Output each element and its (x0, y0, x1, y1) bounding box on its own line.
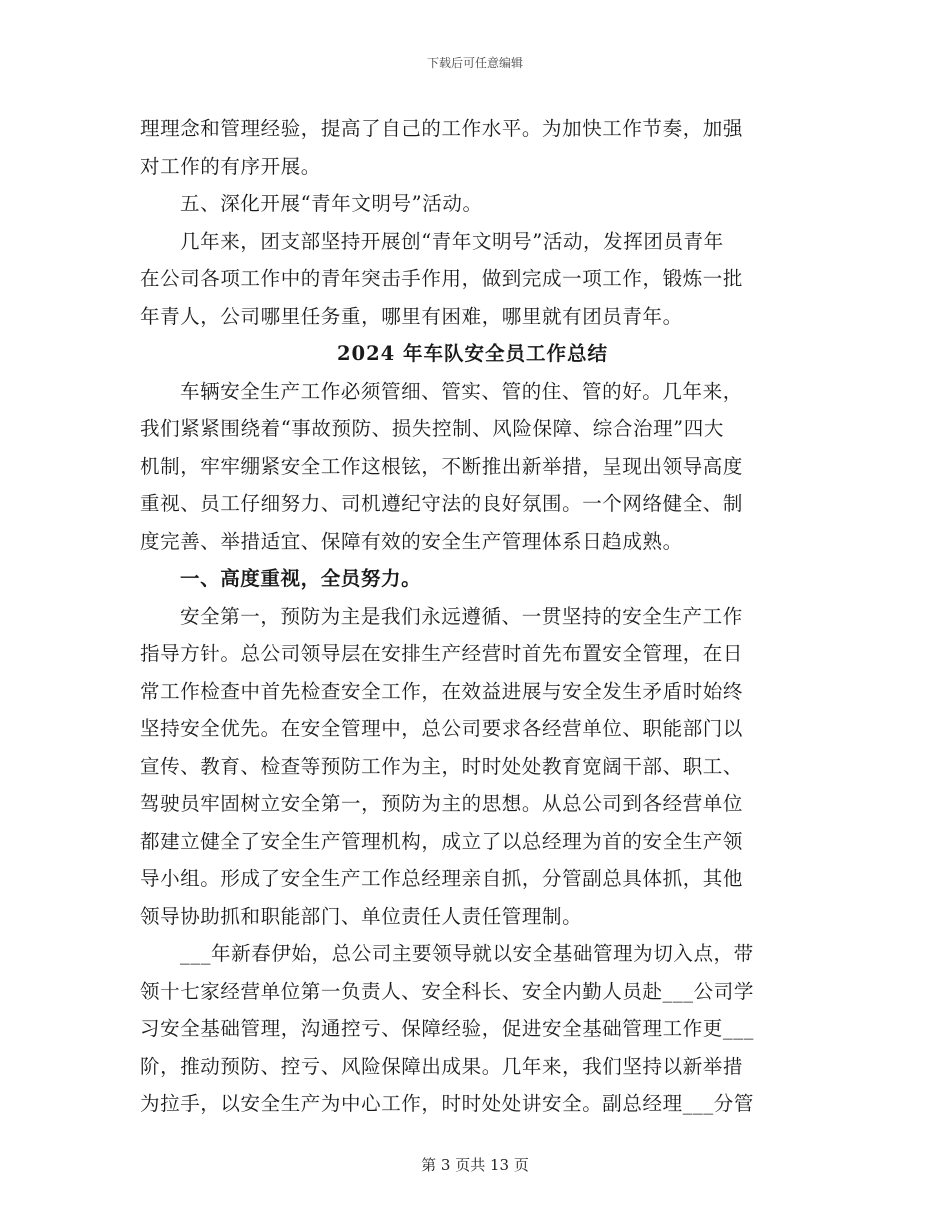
text-line: 为拉手，以安全生产为中心工作，时时处处讲安全。副总经理___分管 (140, 1092, 754, 1115)
text-line: 习安全基础管理，沟通控亏、保障经验，促进安全基础管理工作更___ (140, 1017, 754, 1040)
text-line: 常工作检查中首先检查安全工作，在效益进展与安全发生矛盾时始终 (140, 679, 744, 703)
text-line: ___年新春伊始，总公司主要领导就以安全基础管理为切入点，带 (180, 942, 754, 965)
text-line: 几年来，团支部坚持开展创“青年文明号”活动，发挥团员青年 (180, 229, 724, 253)
text-line: 指导方针。总公司领导层在安排生产经营时首先布置安全管理，在日 (140, 642, 744, 665)
text-line: 领十七家经营单位第一负责人、安全科长、安全内勤人员赴___公司学 (140, 979, 754, 1003)
text-line: 坚持安全优先。在安全管理中，总公司要求各经营单位、职能部门以 (140, 717, 744, 740)
text-line: 宣传、教育、检查等预防工作为主，时时处处教育宽阔干部、职工、 (140, 754, 744, 778)
page-footer: 第 3 页共 13 页 (421, 1156, 529, 1174)
document-title: 2024 年车队安全员工作总结 (336, 342, 609, 365)
text-line: 重视、员工仔细努力、司机遵纪守法的良好氛围。一个网络健全、制 (140, 492, 744, 515)
text-line: 机制，牢牢绷紧安全工作这根铉，不断推出新举措，呈现出领导高度 (140, 454, 744, 478)
document-body (140, 110, 805, 1123)
text-line: 安全第一，预防为主是我们永远遵循、一贯坚持的安全生产工作 (180, 604, 743, 628)
text-line: 车辆安全生产工作必须管细、管实、管的住、管的好。几年来， (180, 379, 743, 403)
text-line: 在公司各项工作中的青年突击手作用，做到完成一项工作，锻炼一批 (140, 267, 744, 290)
text-line: 年青人，公司哪里任务重，哪里有困难，哪里就有团员青年。 (140, 304, 683, 328)
text-line: 都建立健全了安全生产管理机构，成立了以总经理为首的安全生产领 (140, 829, 744, 853)
text-line: 我们紧紧围绕着“事故预防、损失控制、风险保障、综合治理”四大 (140, 417, 724, 440)
text-line: 驾驶员牢固树立安全第一，预防为主的思想。从总公司到各经营单位 (140, 792, 744, 815)
text-line: 五、深化开展“青年文明号”活动。 (180, 192, 483, 215)
section-heading: 一、高度重视，全员努力。 (180, 567, 422, 590)
text-line: 领导协助抓和职能部门、单位责任人责任管理制。 (140, 904, 583, 928)
text-line: 导小组。形成了安全生产工作总经理亲自抓，分管副总具体抓，其他 (140, 867, 744, 890)
text-line: 对工作的有序开展。 (140, 154, 321, 178)
page-header: 下载后可任意编辑 (426, 56, 523, 70)
text-line: 度完善、举措适宜、保障有效的安全生产管理体系日趋成熟。 (140, 529, 683, 553)
text-line: 阶，推动预防、控亏、风险保障出成果。几年来，我们坚持以新举措 (140, 1054, 744, 1078)
text-line: 理理念和管理经验，提高了自己的工作水平。为加快工作节奏，加强 (140, 117, 744, 140)
